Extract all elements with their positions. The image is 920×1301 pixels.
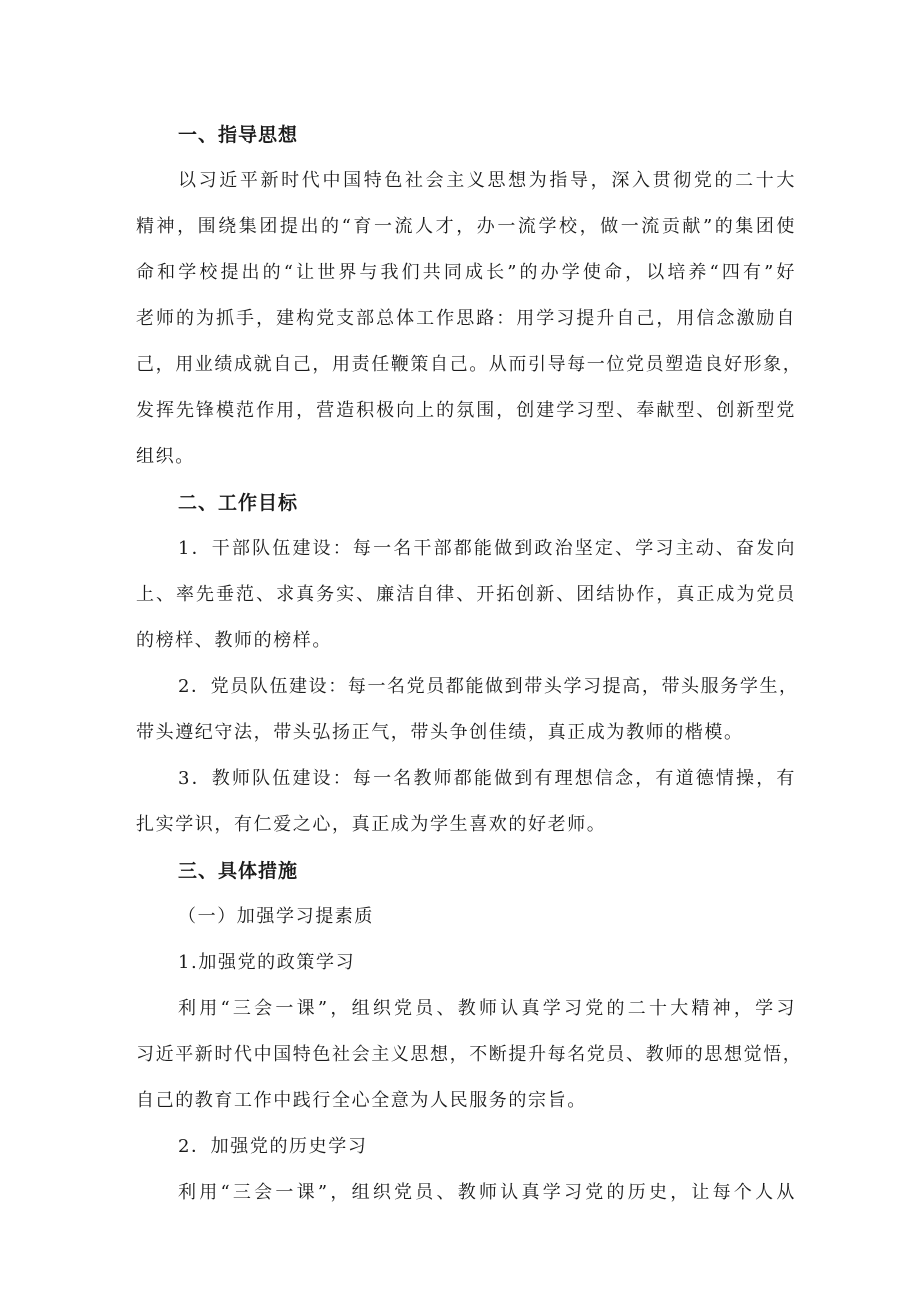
text-line: 组织。 [136,446,195,467]
paragraph-history-study [136,1170,796,1216]
paragraph-guiding-ideology [136,158,803,480]
text-line: 己，用业绩成就自己，用责任鞭策自己。从而引导每一位党员塑造良好形象， [136,354,803,375]
text-line: 1．干部队伍建设：每一名干部都能做到政治坚定、学习主动、奋发向 [178,538,796,559]
text-line: 精神，围绕集团提出的“育一流人才，办一流学校，做一流贡献”的集团使 [136,216,796,237]
text-line: 扎实学识，有仁爱之心，真正成为学生喜欢的好老师。 [136,814,607,835]
subheading-policy-study: 1.加强党的政策学习 [178,952,356,973]
text-line: 发挥先锋模范作用，营造积极向上的氛围，创建学习型、奉献型、创新型党 [136,400,796,421]
text-line: 利用“三会一课”，组织党员、教师认真学习党的历史，让每个人从 [178,1182,796,1203]
paragraph-goal-teacher-team [136,756,796,848]
text-line: 利用“三会一课”，组织党员、教师认真学习党的二十大精神，学习 [178,998,796,1019]
document-body [136,112,803,1216]
text-line: 老师的为抓手，建构党支部总体工作思路：用学习提升自己，用信念激励自 [136,308,796,329]
paragraph-goal-party-member-team [136,664,799,756]
section-heading-specific-measures: 三、具体措施 [178,860,299,882]
subheading-strengthen-study: （一）加强学习提素质 [178,906,374,927]
text-line: 自己的教育工作中践行全心全意为人民服务的宗旨。 [136,1090,587,1111]
text-line: 以习近平新时代中国特色社会主义思想为指导，深入贯彻党的二十大 [178,170,796,191]
text-line: 的榜样、教师的榜样。 [136,630,332,651]
text-line: 带头遵纪守法，带头弘扬正气，带头争创佳绩，真正成为教师的楷模。 [136,722,744,743]
text-line: 命和学校提出的“让世界与我们共同成长”的办学使命，以培养“四有”好 [136,262,796,283]
text-line: 3．教师队伍建设：每一名教师都能做到有理想信念，有道德情操，有 [178,768,796,789]
text-line: 上、率先垂范、求真务实、廉洁自律、开拓创新、团结协作，真正成为党员 [136,584,796,605]
section-heading-guiding-ideology: 一、指导思想 [178,124,299,146]
paragraph-goal-cadre-team [136,526,796,664]
section-heading-work-goals: 二、工作目标 [178,492,299,514]
subheading-history-study: 2．加强党的历史学习 [178,1136,368,1157]
paragraph-policy-study [136,986,803,1124]
text-line: 习近平新时代中国特色社会主义思想，不断提升每名党员、教师的思想觉悟， [136,1044,803,1065]
text-line: 2．党员队伍建设：每一名党员都能做到带头学习提高，带头服务学生， [178,676,799,697]
